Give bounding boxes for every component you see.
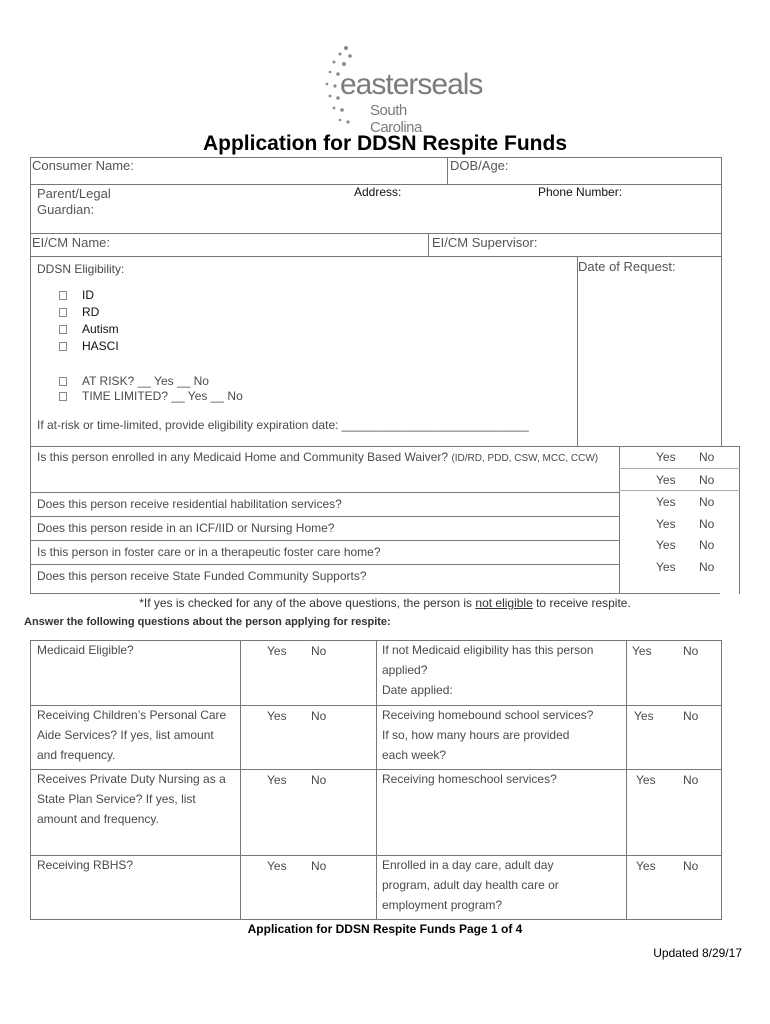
table-border [30,516,620,517]
question-foster: Is this person in foster care or in a therapeutic foster care home? [37,545,381,559]
time-limited-checkbox[interactable] [59,392,67,401]
dob-age-label: DOB/Age: [450,158,509,173]
yes-option[interactable]: Yes [267,773,287,787]
table-border [30,564,620,565]
no-option[interactable]: No [311,644,327,658]
grid-left-question: Receiving Children’s Personal Care Aide Services? If yes, list amount and frequency. [37,708,227,762]
updated-date: Updated 8/29/17 [653,946,742,960]
table-border [721,640,722,920]
table-border [721,157,722,447]
no-option[interactable]: No [311,773,327,787]
yes-option[interactable]: Yes [656,495,676,509]
yes-option[interactable]: Yes [636,773,656,787]
table-border [577,256,578,447]
parent-guardian-label-line2: Guardian: [37,202,95,217]
yes-option[interactable]: Yes [636,859,656,873]
time-limited-label: TIME LIMITED? __ Yes __ No [82,389,243,403]
table-border [626,640,627,920]
no-option[interactable]: No [683,773,699,787]
table-border [30,157,31,594]
logo-region-text: South Carolina [370,102,422,136]
yes-option[interactable]: Yes [267,859,287,873]
date-of-request-label: Date of Request: [578,259,676,274]
table-border [619,490,740,491]
grid-right-question: If not Medicaid eligibility has this person applied? Date applied: [382,643,594,697]
grid-left-question: Receives Private Duty Nursing as a State Plan Service? If yes, list amount and frequency. [37,772,226,826]
eicm-name-label: EI/CM Name: [32,235,111,250]
question-waiver: Is this person enrolled in any Medicaid Home and Community Based Waiver? (ID/RD, PDD, CSW, MCC, CCW) [37,450,599,464]
table-border [30,640,31,920]
table-border [619,468,740,469]
yes-option[interactable]: Yes [656,473,676,487]
table-border [447,157,448,184]
eligibility-id-label: ID [82,288,94,302]
no-option[interactable]: No [683,859,699,873]
no-option[interactable]: No [699,450,715,464]
eligibility-note: *If yes is checked for any of the above questions, the person is not eligible to receive respite. [139,596,631,610]
no-option[interactable]: No [699,538,715,552]
yes-option[interactable]: Yes [656,538,676,552]
eligibility-rd-label: RD [82,305,100,319]
question-icf: Does this person reside in an ICF/IID or Nursing Home? [37,521,335,535]
eligibility-hasci-checkbox[interactable] [59,342,67,351]
table-border [30,233,722,234]
no-option[interactable]: No [683,644,699,658]
grid-right-question: Receiving homeschool services? [382,772,557,786]
table-border [30,256,722,257]
no-option[interactable]: No [699,560,715,574]
table-border [30,446,740,447]
table-border [240,640,241,920]
yes-option[interactable]: Yes [267,644,287,658]
answer-heading: Answer the following questions about the person applying for respite: [24,616,391,628]
logo-brand-text: easterseals [340,68,483,101]
no-option[interactable]: No [311,859,327,873]
no-option[interactable]: No [683,709,699,723]
eligibility-autism-label: Autism [82,322,119,336]
yes-option[interactable]: Yes [634,709,654,723]
easterseals-logo [318,40,483,136]
phone-label: Phone Number: [538,185,623,199]
page-title: Application for DDSN Respite Funds [202,132,567,155]
parent-guardian-label-line1: Parent/Legal [37,186,111,201]
eligibility-rd-checkbox[interactable] [59,308,67,317]
no-option[interactable]: No [699,473,715,487]
yes-option[interactable]: Yes [656,450,676,464]
yes-option[interactable]: Yes [267,709,287,723]
at-risk-checkbox[interactable] [59,377,67,386]
table-border [30,593,720,594]
eicm-supervisor-label: EI/CM Supervisor: [432,235,538,250]
grid-right-question: Enrolled in a day care, adult day program, adult day health care or employment program? [382,858,559,912]
table-border [30,492,620,493]
question-residential: Does this person receive residential habilitation services? [37,497,342,511]
eligibility-autism-checkbox[interactable] [59,325,67,334]
question-state-funded: Does this person receive State Funded Community Supports? [37,569,367,583]
ddsn-eligibility-label: DDSN Eligibility: [37,262,125,276]
yes-option[interactable]: Yes [656,517,676,531]
eligibility-id-checkbox[interactable] [59,291,67,300]
table-border [30,540,620,541]
grid-left-question: Medicaid Eligible? [37,643,134,657]
grid-right-question: Receiving homebound school services? If so, how many hours are provided each week? [382,708,594,762]
no-option[interactable]: No [311,709,327,723]
table-border [376,640,377,920]
eligibility-hasci-label: HASCI [82,339,119,353]
yes-option[interactable]: Yes [632,644,652,658]
expiration-date-field[interactable]: If at-risk or time-limited, provide eligibility expiration date: ____________________________ [37,418,529,432]
no-option[interactable]: No [699,517,715,531]
table-border [428,233,429,257]
footer-title: Application for DDSN Respite Funds Page 1 of 4 [247,922,523,936]
consumer-name-label: Consumer Name: [32,158,134,173]
address-label: Address: [354,185,402,199]
no-option[interactable]: No [699,495,715,509]
grid-left-question: Receiving RBHS? [37,858,134,872]
at-risk-label: AT RISK? __ Yes __ No [82,374,209,388]
yes-option[interactable]: Yes [656,560,676,574]
